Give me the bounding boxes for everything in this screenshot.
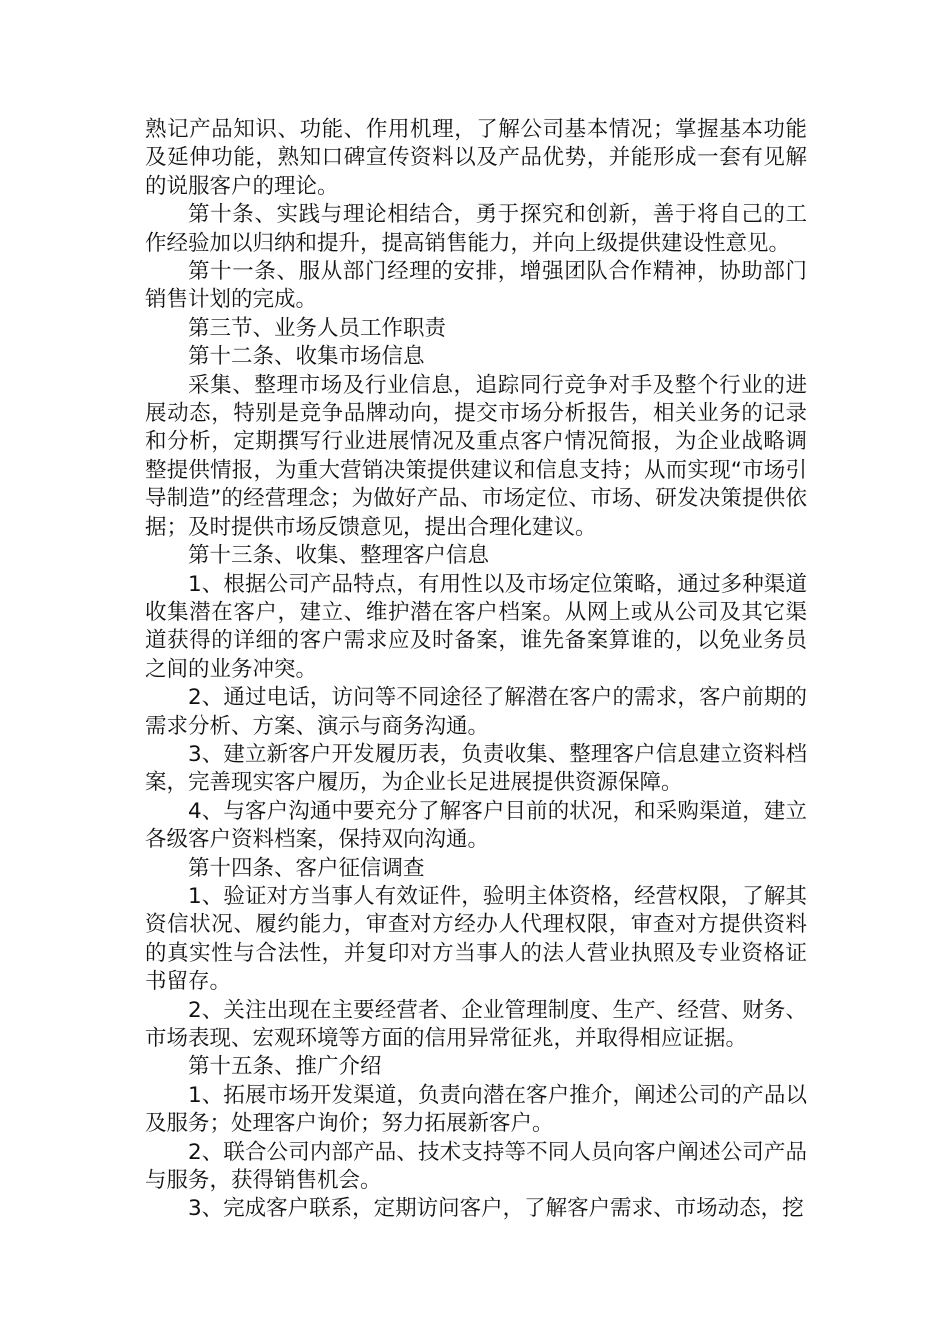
paragraph-18: 3、完成客户联系，定期访问客户，了解客户需求、市场动态，挖 <box>188 1196 804 1222</box>
paragraph-6: 采集、整理市场及行业信息，追踪同行竞争对手及整个行业的进展动态，特别是竞争品牌动向，提交市场分析报告，相关业务的记录和分析，定期撰写行业进展情况及重点客户情况简报，为企业战略调整提供情报，为重大营销决策提供建议和信息支持；从而实现“市场引导制造”的经营理念；为做好产品、市场定位、市场、研发决策提供依据；及时提供市场反馈意见，提出合理化建议。 <box>145 372 807 540</box>
paragraph-13: 1、验证对方当事人有效证件，验明主体资格，经营权限，了解其资信状况、履约能力，审查对方经办人代理权限，审查对方提供资料的真实性与合法性，并复印对方当事人的法人营业执照及专业资格证书留存。 <box>145 883 807 995</box>
article-heading-13: 第十三条、收集、整理客户信息 <box>188 543 490 569</box>
article-heading-15: 第十五条、推广介绍 <box>188 1054 382 1080</box>
paragraph-11: 4、与客户沟通中要充分了解客户目前的状况，和采购渠道，建立各级客户资料档案，保持双向沟通。 <box>145 798 807 853</box>
article-heading-14: 第十四条、客户征信调查 <box>188 855 425 881</box>
section-heading-3: 第三节、业务人员工作职责 <box>188 315 447 341</box>
paragraph-9: 2、通过电话，访问等不同途径了解潜在客户的需求，客户前期的需求分析、方案、演示与商务沟通。 <box>145 685 807 739</box>
document-page <box>145 116 807 1224</box>
article-heading-12: 第十二条、收集市场信息 <box>188 344 425 370</box>
paragraph-3: 第十一条、服从部门经理的安排，增强团队合作精神，协助部门销售计划的完成。 <box>145 259 807 313</box>
paragraph-16: 1、拓展市场开发渠道，负责向潜在客户推介，阐述公司的产品以及服务；处理客户询价；努力拓展新客户。 <box>145 1082 807 1137</box>
paragraph-1: 熟记产品知识、功能、作用机理，了解公司基本情况；掌握基本功能及延伸功能，熟知口碑宣传资料以及产品优势，并能形成一套有见解的说服客户的理论。 <box>145 117 807 199</box>
paragraph-17: 2、联合公司内部产品、技术支持等不同人员向客户阐述公司产品与服务，获得销售机会。 <box>145 1139 807 1194</box>
paragraph-8: 1、根据公司产品特点，有用性以及市场定位策略，通过多种渠道收集潜在客户，建立、维护潜在客户档案。从网上或从公司及其它渠道获得的详细的客户需求应及时备案，谁先备案算谁的，以免业务员之间的业务冲突。 <box>145 571 807 682</box>
paragraph-14: 2、关注出现在主要经营者、企业管理制度、生产、经营、财务、市场表现、宏观环境等方面的信用异常征兆，并取得相应证据。 <box>145 997 807 1051</box>
paragraph-10: 3、建立新客户开发履历表，负责收集、整理客户信息建立资料档案，完善现实客户履历，为企业长足进展提供资源保障。 <box>145 741 807 796</box>
paragraph-2: 第十条、实践与理论相结合，勇于探究和创新，善于将自己的工作经验加以归纳和提升，提高销售能力，并向上级提供建设性意见。 <box>145 202 807 256</box>
